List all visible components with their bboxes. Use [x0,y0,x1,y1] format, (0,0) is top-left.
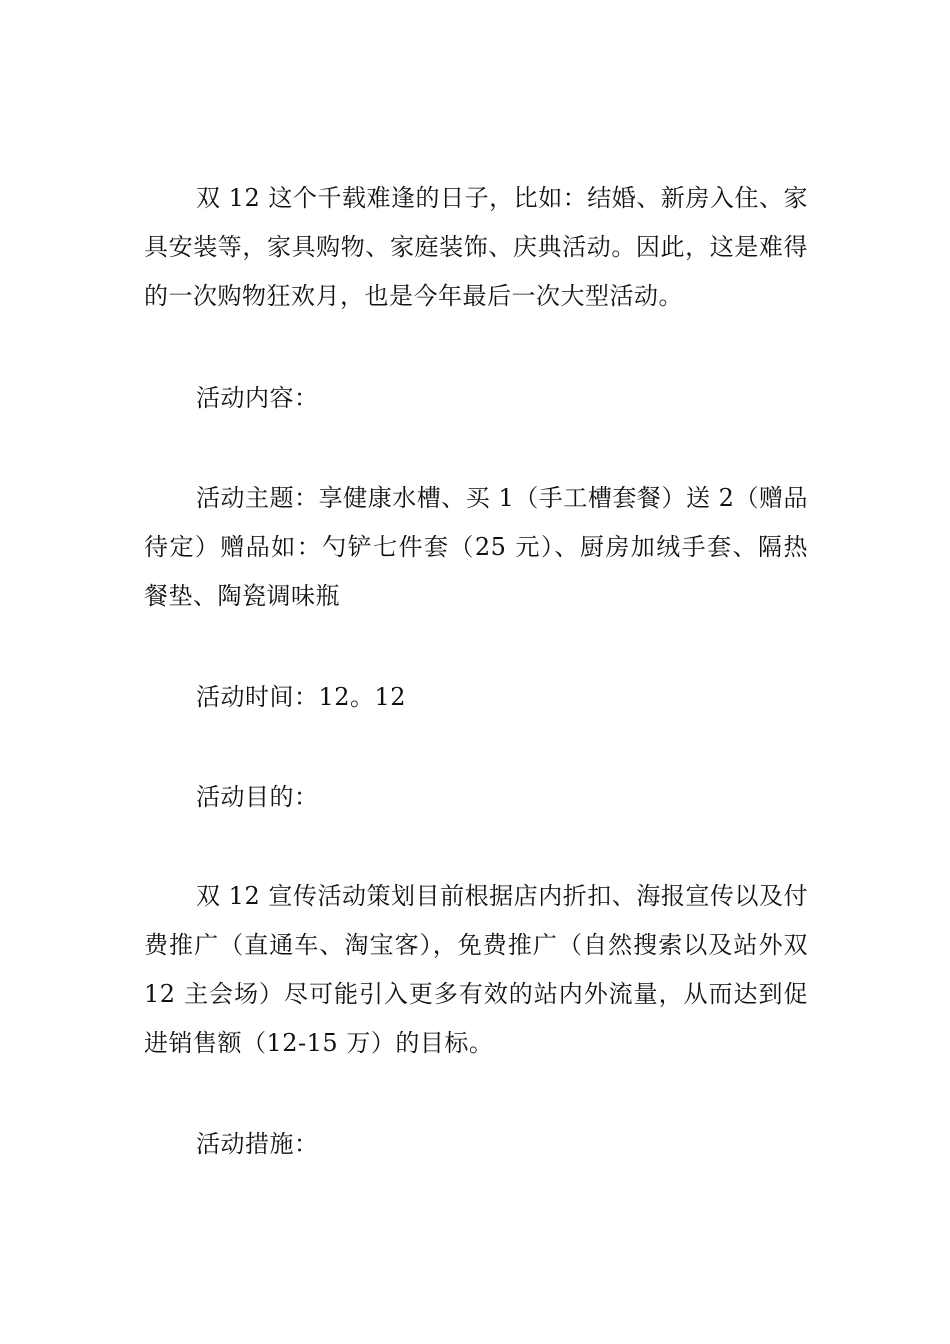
activity-time-paragraph: 活动时间：12。12 [196,683,407,711]
activity-purpose-paragraph: 双 12 宣传活动策划目前根据店内折扣、海报宣传以及付费推广（直通车、淘宝客），免费推广（自然搜索以及站外双 12 主会场）尽可能引入更多有效的站内外流量，从而达到促进销售额（12-15 万）的目标。 [144,882,808,1057]
activity-content-heading: 活动内容： [196,384,319,412]
activity-measures-heading: 活动措施： [196,1130,319,1158]
activity-theme-paragraph: 活动主题：享健康水槽、买 1（手工槽套餐）送 2（赠品待定）赠品如：勺铲七件套（25 元）、厨房加绒手套、隔热餐垫、陶瓷调味瓶 [144,484,808,610]
intro-paragraph: 双 12 这个千载难逢的日子，比如：结婚、新房入住、家具安装等，家具购物、家庭装饰、庆典活动。因此，这是难得的一次购物狂欢月，也是今年最后一次大型活动。 [144,184,808,310]
activity-purpose-heading: 活动目的： [196,783,319,811]
